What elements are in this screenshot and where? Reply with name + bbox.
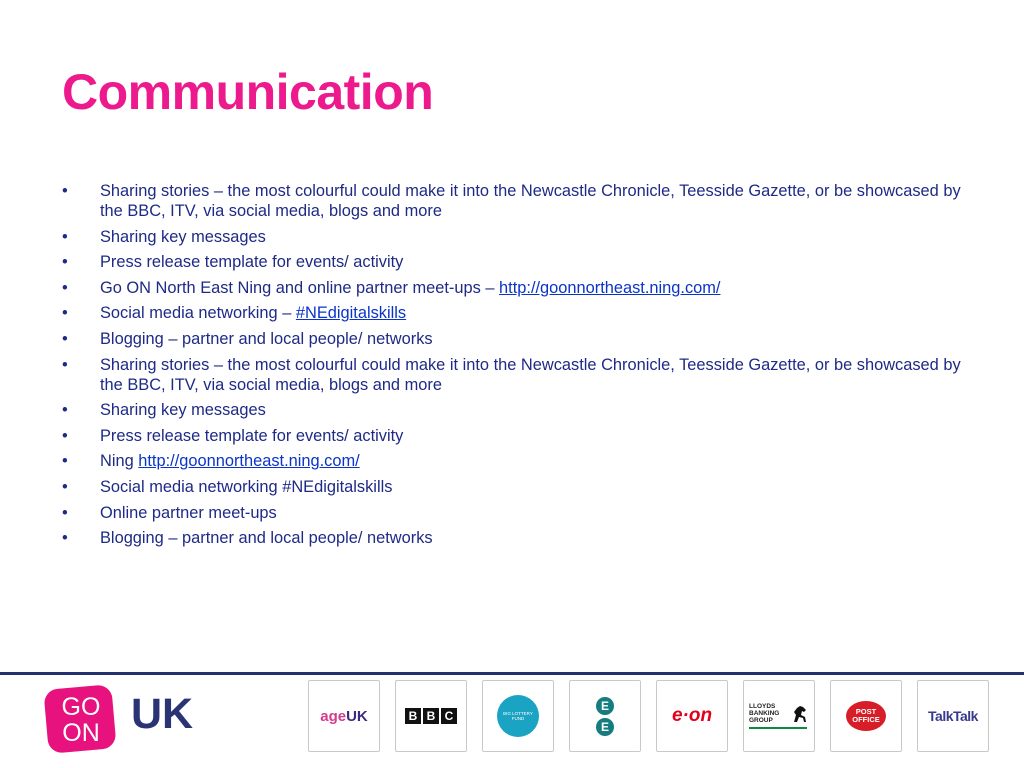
lloyds-banking-group-logo: LLOYDS BANKING GROUP xyxy=(743,680,815,752)
list-item: • Sharing key messages xyxy=(62,227,962,247)
list-item: • Sharing key messages xyxy=(62,400,962,420)
list-item: • Blogging – partner and local people/ networks xyxy=(62,528,962,548)
eon-logo: e·on xyxy=(656,680,728,752)
list-item: • Social media networking #NEdigitalskills xyxy=(62,477,962,497)
uk-logo-text: UK xyxy=(131,690,194,738)
ning-link[interactable]: http://goonnortheast.ning.com/ xyxy=(138,452,360,471)
slide-title: Communication xyxy=(62,64,434,120)
age-uk-logo: ageUK xyxy=(308,680,380,752)
horse-icon xyxy=(791,704,809,724)
go-on-logo xyxy=(42,681,124,757)
list-item: • Press release template for events/ activity xyxy=(62,252,962,272)
list-item: • Social media networking – #NEdigitalskills xyxy=(62,303,962,323)
list-item: • Sharing stories – the most colourful could make it into the Newcastle Chronicle, Teesside Gazette, or be showcased by the BBC, ITV, via social media, blogs and more xyxy=(62,181,962,221)
ning-link[interactable]: http://goonnortheast.ning.com/ xyxy=(499,278,721,297)
svg-text:GO: GO xyxy=(61,693,101,721)
footer-divider xyxy=(0,672,1024,675)
ee-logo: E E xyxy=(569,680,641,752)
list-item: • Online partner meet-ups xyxy=(62,503,962,523)
list-item: • Go ON North East Ning and online partner meet-ups – http://goonnortheast.ning.com/ xyxy=(62,278,962,298)
list-item: • Press release template for events/ activity xyxy=(62,426,962,446)
svg-text:ON: ON xyxy=(62,719,100,747)
list-item: • Sharing stories – the most colourful could make it into the Newcastle Chronicle, Teesside Gazette, or be showcased by the BBC, ITV, via social media, blogs and more xyxy=(62,355,962,395)
talktalk-logo: TalkTalk xyxy=(917,680,989,752)
bullet-list xyxy=(62,181,962,554)
hashtag-link[interactable]: #NEdigitalskills xyxy=(295,304,407,323)
post-office-logo: POST OFFICE xyxy=(830,680,902,752)
list-item: • Blogging – partner and local people/ networks xyxy=(62,329,962,349)
bbc-logo: B B C xyxy=(395,680,467,752)
big-lottery-fund-logo: BIG LOTTERY FUND xyxy=(482,680,554,752)
partner-logos xyxy=(308,680,989,752)
list-item: • Ning http://goonnortheast.ning.com/ xyxy=(62,451,962,471)
